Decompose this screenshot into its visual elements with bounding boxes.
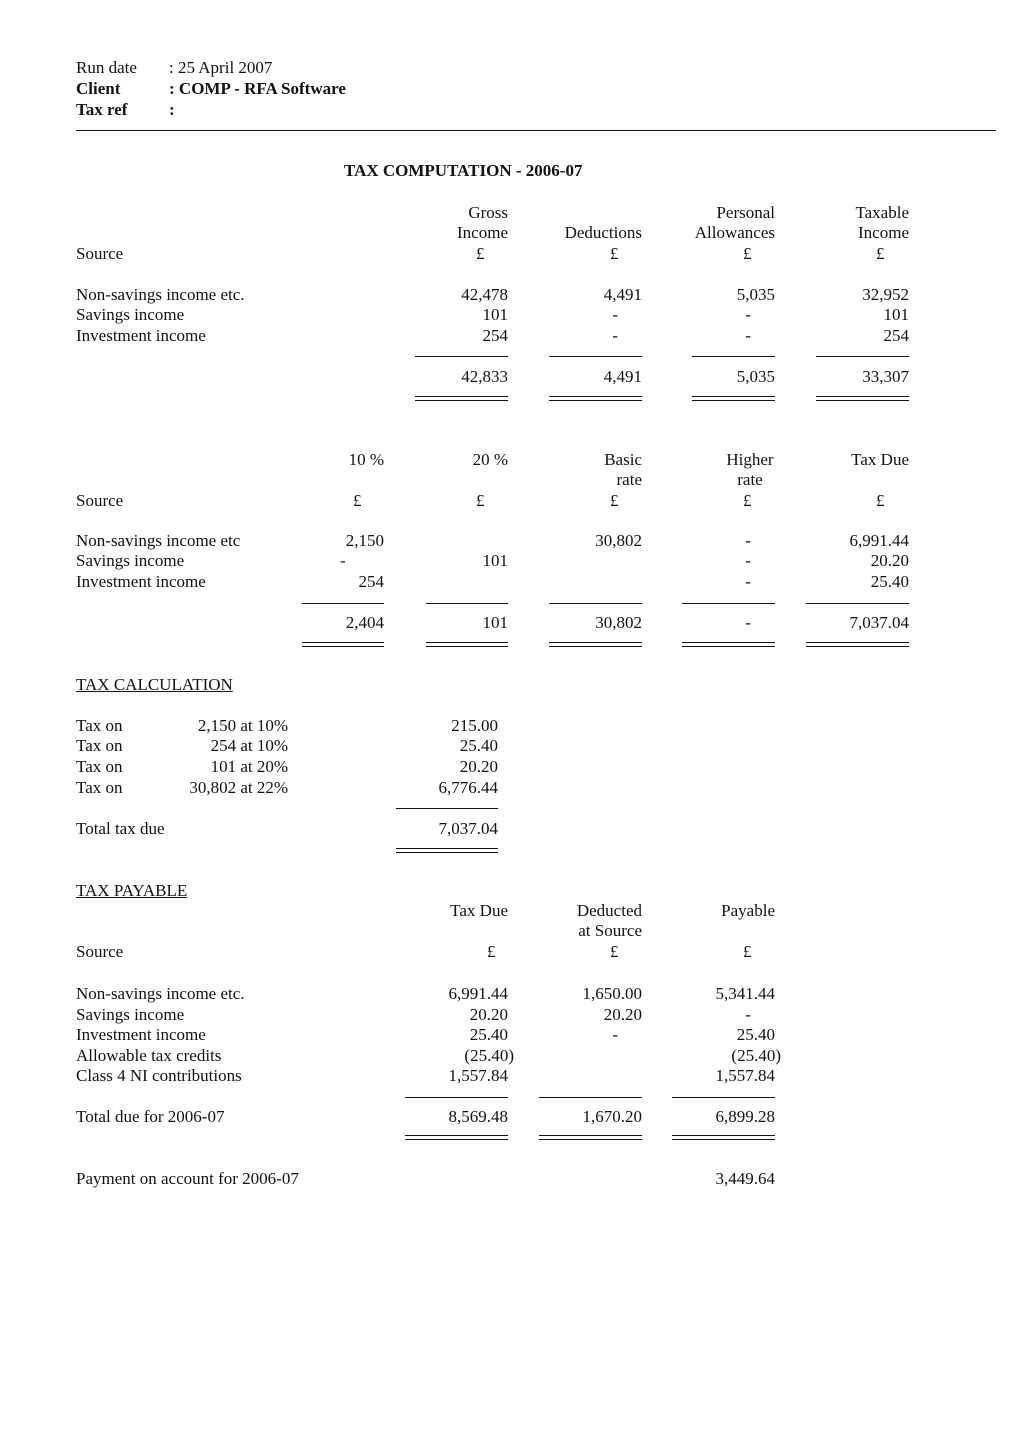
band-row-ten: 2,150	[345, 531, 384, 550]
calc-row-amount: 25.40	[459, 736, 498, 755]
run-date-label: Run date	[76, 58, 137, 77]
calc-row-label: Tax on	[76, 757, 123, 776]
income-row-source: Non-savings income etc.	[76, 285, 245, 304]
tax-payable-heading: TAX PAYABLE	[76, 881, 188, 900]
col-header-higher-currency: £	[743, 491, 752, 510]
band-subtotal-rule	[682, 603, 775, 604]
col-header-payable-currency: £	[743, 942, 752, 961]
calc-row-label: Tax on	[76, 736, 123, 755]
total-due-label: Total due for 2006-07	[76, 1107, 225, 1126]
payable-row-taxdue: 25.40	[469, 1025, 508, 1044]
tax-ref-label: Tax ref	[76, 100, 128, 119]
run-date-value: : 25 April 2007	[169, 58, 273, 77]
payable-total-double-rule	[405, 1135, 508, 1140]
col-header-deducted-currency: £	[610, 942, 619, 961]
band-total-ten: 2,404	[345, 613, 384, 632]
income-row-personal: -	[745, 305, 751, 324]
band-total-double-rule	[682, 642, 775, 647]
col-header-higher-2: rate	[737, 470, 763, 489]
calc-subtotal-rule	[396, 808, 498, 809]
band-subtotal-rule	[806, 603, 909, 604]
band-row-ten: 254	[358, 572, 384, 591]
payable-row-source: Non-savings income etc.	[76, 984, 245, 1003]
income-subtotal-rule	[816, 356, 909, 357]
payable-subtotal-rule	[405, 1097, 508, 1098]
payment-on-account-value: 3,449.64	[715, 1169, 775, 1188]
payable-row-taxdue: 20.20	[469, 1005, 508, 1024]
payable-row-payable: -	[745, 1005, 751, 1024]
income-row-gross: 42,478	[461, 285, 508, 304]
col-header-personal-currency: £	[743, 244, 752, 263]
calc-total-double-rule	[396, 848, 498, 853]
income-total-personal: 5,035	[736, 367, 775, 386]
col-header-higher-1: Higher	[726, 450, 774, 469]
income-row-taxable: 101	[883, 305, 909, 324]
payable-row-source: Investment income	[76, 1025, 206, 1044]
col-header-gross-2: Income	[457, 223, 508, 242]
col-header-source: Source	[76, 244, 124, 263]
col-header-basic-2: rate	[616, 470, 642, 489]
income-row-gross: 254	[482, 326, 508, 345]
income-row-personal: -	[745, 326, 751, 345]
calc-row-desc: 254 at 10%	[210, 736, 288, 755]
band-total-twenty: 101	[482, 613, 508, 632]
col-header-taxable-2: Income	[858, 223, 909, 242]
income-row-taxable: 32,952	[862, 285, 909, 304]
band-total-taxdue: 7,037.04	[849, 613, 909, 632]
payable-subtotal-rule	[539, 1097, 642, 1098]
client-label: Client	[76, 79, 121, 98]
income-row-source: Savings income	[76, 305, 185, 324]
payable-row-taxdue: (25.40)	[464, 1046, 514, 1065]
col-header-deductions-currency: £	[610, 244, 619, 263]
band-total-basic: 30,802	[595, 613, 642, 632]
col-header-taxable-currency: £	[876, 244, 885, 263]
col-header-twenty-currency: £	[476, 491, 485, 510]
col-header-taxdue-currency: £	[876, 491, 885, 510]
tax-calculation-heading: TAX CALCULATION	[76, 675, 233, 694]
total-tax-due-amount: 7,037.04	[438, 819, 498, 838]
col-header-taxdue-currency: £	[487, 942, 496, 961]
income-row-personal: 5,035	[736, 285, 775, 304]
payable-row-payable: 5,341.44	[715, 984, 775, 1003]
total-due-deducted: 1,670.20	[582, 1107, 642, 1126]
col-header-deductions-1: Deductions	[564, 223, 642, 242]
payable-subtotal-rule	[672, 1097, 775, 1098]
document-title: TAX COMPUTATION - 2006-07	[344, 161, 583, 180]
payable-row-source: Allowable tax credits	[76, 1046, 222, 1065]
col-header-deducted-1: Deducted	[576, 901, 642, 920]
band-total-double-rule	[549, 642, 642, 647]
col-header-personal-2: Allowances	[694, 223, 775, 242]
col-header-twenty-percent: 20 %	[472, 450, 508, 469]
band-subtotal-rule	[302, 603, 384, 604]
band-subtotal-rule	[549, 603, 642, 604]
income-row-deductions: -	[612, 305, 618, 324]
band-row-twenty: 101	[482, 551, 508, 570]
band-row-taxdue: 20.20	[870, 551, 909, 570]
band-total-higher: -	[745, 613, 751, 632]
band-row-higher: -	[745, 551, 751, 570]
band-row-basic: 30,802	[595, 531, 642, 550]
band-row-taxdue: 25.40	[870, 572, 909, 591]
col-header-basic-1: Basic	[604, 450, 642, 469]
income-row-taxable: 254	[883, 326, 909, 345]
payable-row-payable: 1,557.84	[715, 1066, 775, 1085]
col-header-taxable-1: Taxable	[855, 203, 909, 222]
band-row-taxdue: 6,991.44	[849, 531, 909, 550]
total-due-taxdue: 8,569.48	[448, 1107, 508, 1126]
income-total-double-rule	[692, 396, 775, 401]
header-divider	[76, 130, 996, 131]
income-total-deductions: 4,491	[603, 367, 642, 386]
band-total-double-rule	[806, 642, 909, 647]
col-header-personal-1: Personal	[716, 203, 775, 222]
income-row-deductions: -	[612, 326, 618, 345]
calc-row-amount: 215.00	[451, 716, 498, 735]
band-row-higher: -	[745, 572, 751, 591]
payable-row-source: Savings income	[76, 1005, 185, 1024]
payable-total-double-rule	[672, 1135, 775, 1140]
calc-row-label: Tax on	[76, 778, 123, 797]
income-subtotal-rule	[692, 356, 775, 357]
income-row-gross: 101	[482, 305, 508, 324]
income-total-gross: 42,833	[461, 367, 508, 386]
calc-row-desc: 101 at 20%	[210, 757, 288, 776]
col-header-source: Source	[76, 942, 124, 961]
band-row-higher: -	[745, 531, 751, 550]
col-header-ten-percent: 10 %	[348, 450, 384, 469]
band-row-source: Non-savings income etc	[76, 531, 241, 550]
income-total-double-rule	[415, 396, 508, 401]
col-header-ten-currency: £	[353, 491, 362, 510]
band-row-source: Savings income	[76, 551, 185, 570]
band-total-double-rule	[426, 642, 508, 647]
band-row-ten: -	[340, 551, 346, 570]
payable-row-taxdue: 1,557.84	[448, 1066, 508, 1085]
band-subtotal-rule	[426, 603, 508, 604]
total-tax-due-label: Total tax due	[76, 819, 165, 838]
col-header-taxdue: Tax Due	[450, 901, 508, 920]
payable-row-taxdue: 6,991.44	[448, 984, 508, 1003]
income-row-source: Investment income	[76, 326, 206, 345]
client-value: : COMP - RFA Software	[169, 79, 346, 98]
band-row-source: Investment income	[76, 572, 206, 591]
col-header-gross-currency: £	[476, 244, 485, 263]
payable-row-payable: 25.40	[736, 1025, 775, 1044]
income-total-double-rule	[816, 396, 909, 401]
payable-row-deducted: 1,650.00	[582, 984, 642, 1003]
band-total-double-rule	[302, 642, 384, 647]
payable-row-deducted: 20.20	[603, 1005, 642, 1024]
calc-row-desc: 30,802 at 22%	[189, 778, 288, 797]
income-subtotal-rule	[549, 356, 642, 357]
calc-row-amount: 6,776.44	[438, 778, 498, 797]
income-row-deductions: 4,491	[603, 285, 642, 304]
total-due-payable: 6,899.28	[715, 1107, 775, 1126]
col-header-deducted-2: at Source	[578, 921, 642, 940]
calc-row-label: Tax on	[76, 716, 123, 735]
col-header-source: Source	[76, 491, 124, 510]
col-header-basic-currency: £	[610, 491, 619, 510]
income-subtotal-rule	[415, 356, 508, 357]
payable-row-deducted: -	[612, 1025, 618, 1044]
income-total-taxable: 33,307	[862, 367, 909, 386]
payable-row-source: Class 4 NI contributions	[76, 1066, 242, 1085]
payment-on-account-label: Payment on account for 2006-07	[76, 1169, 299, 1188]
calc-row-desc: 2,150 at 10%	[197, 716, 288, 735]
income-total-double-rule	[549, 396, 642, 401]
payable-total-double-rule	[539, 1135, 642, 1140]
col-header-payable: Payable	[721, 901, 775, 920]
tax-ref-value: :	[169, 100, 175, 119]
calc-row-amount: 20.20	[459, 757, 498, 776]
col-header-gross-1: Gross	[468, 203, 508, 222]
col-header-taxdue: Tax Due	[851, 450, 909, 469]
payable-row-payable: (25.40)	[731, 1046, 781, 1065]
